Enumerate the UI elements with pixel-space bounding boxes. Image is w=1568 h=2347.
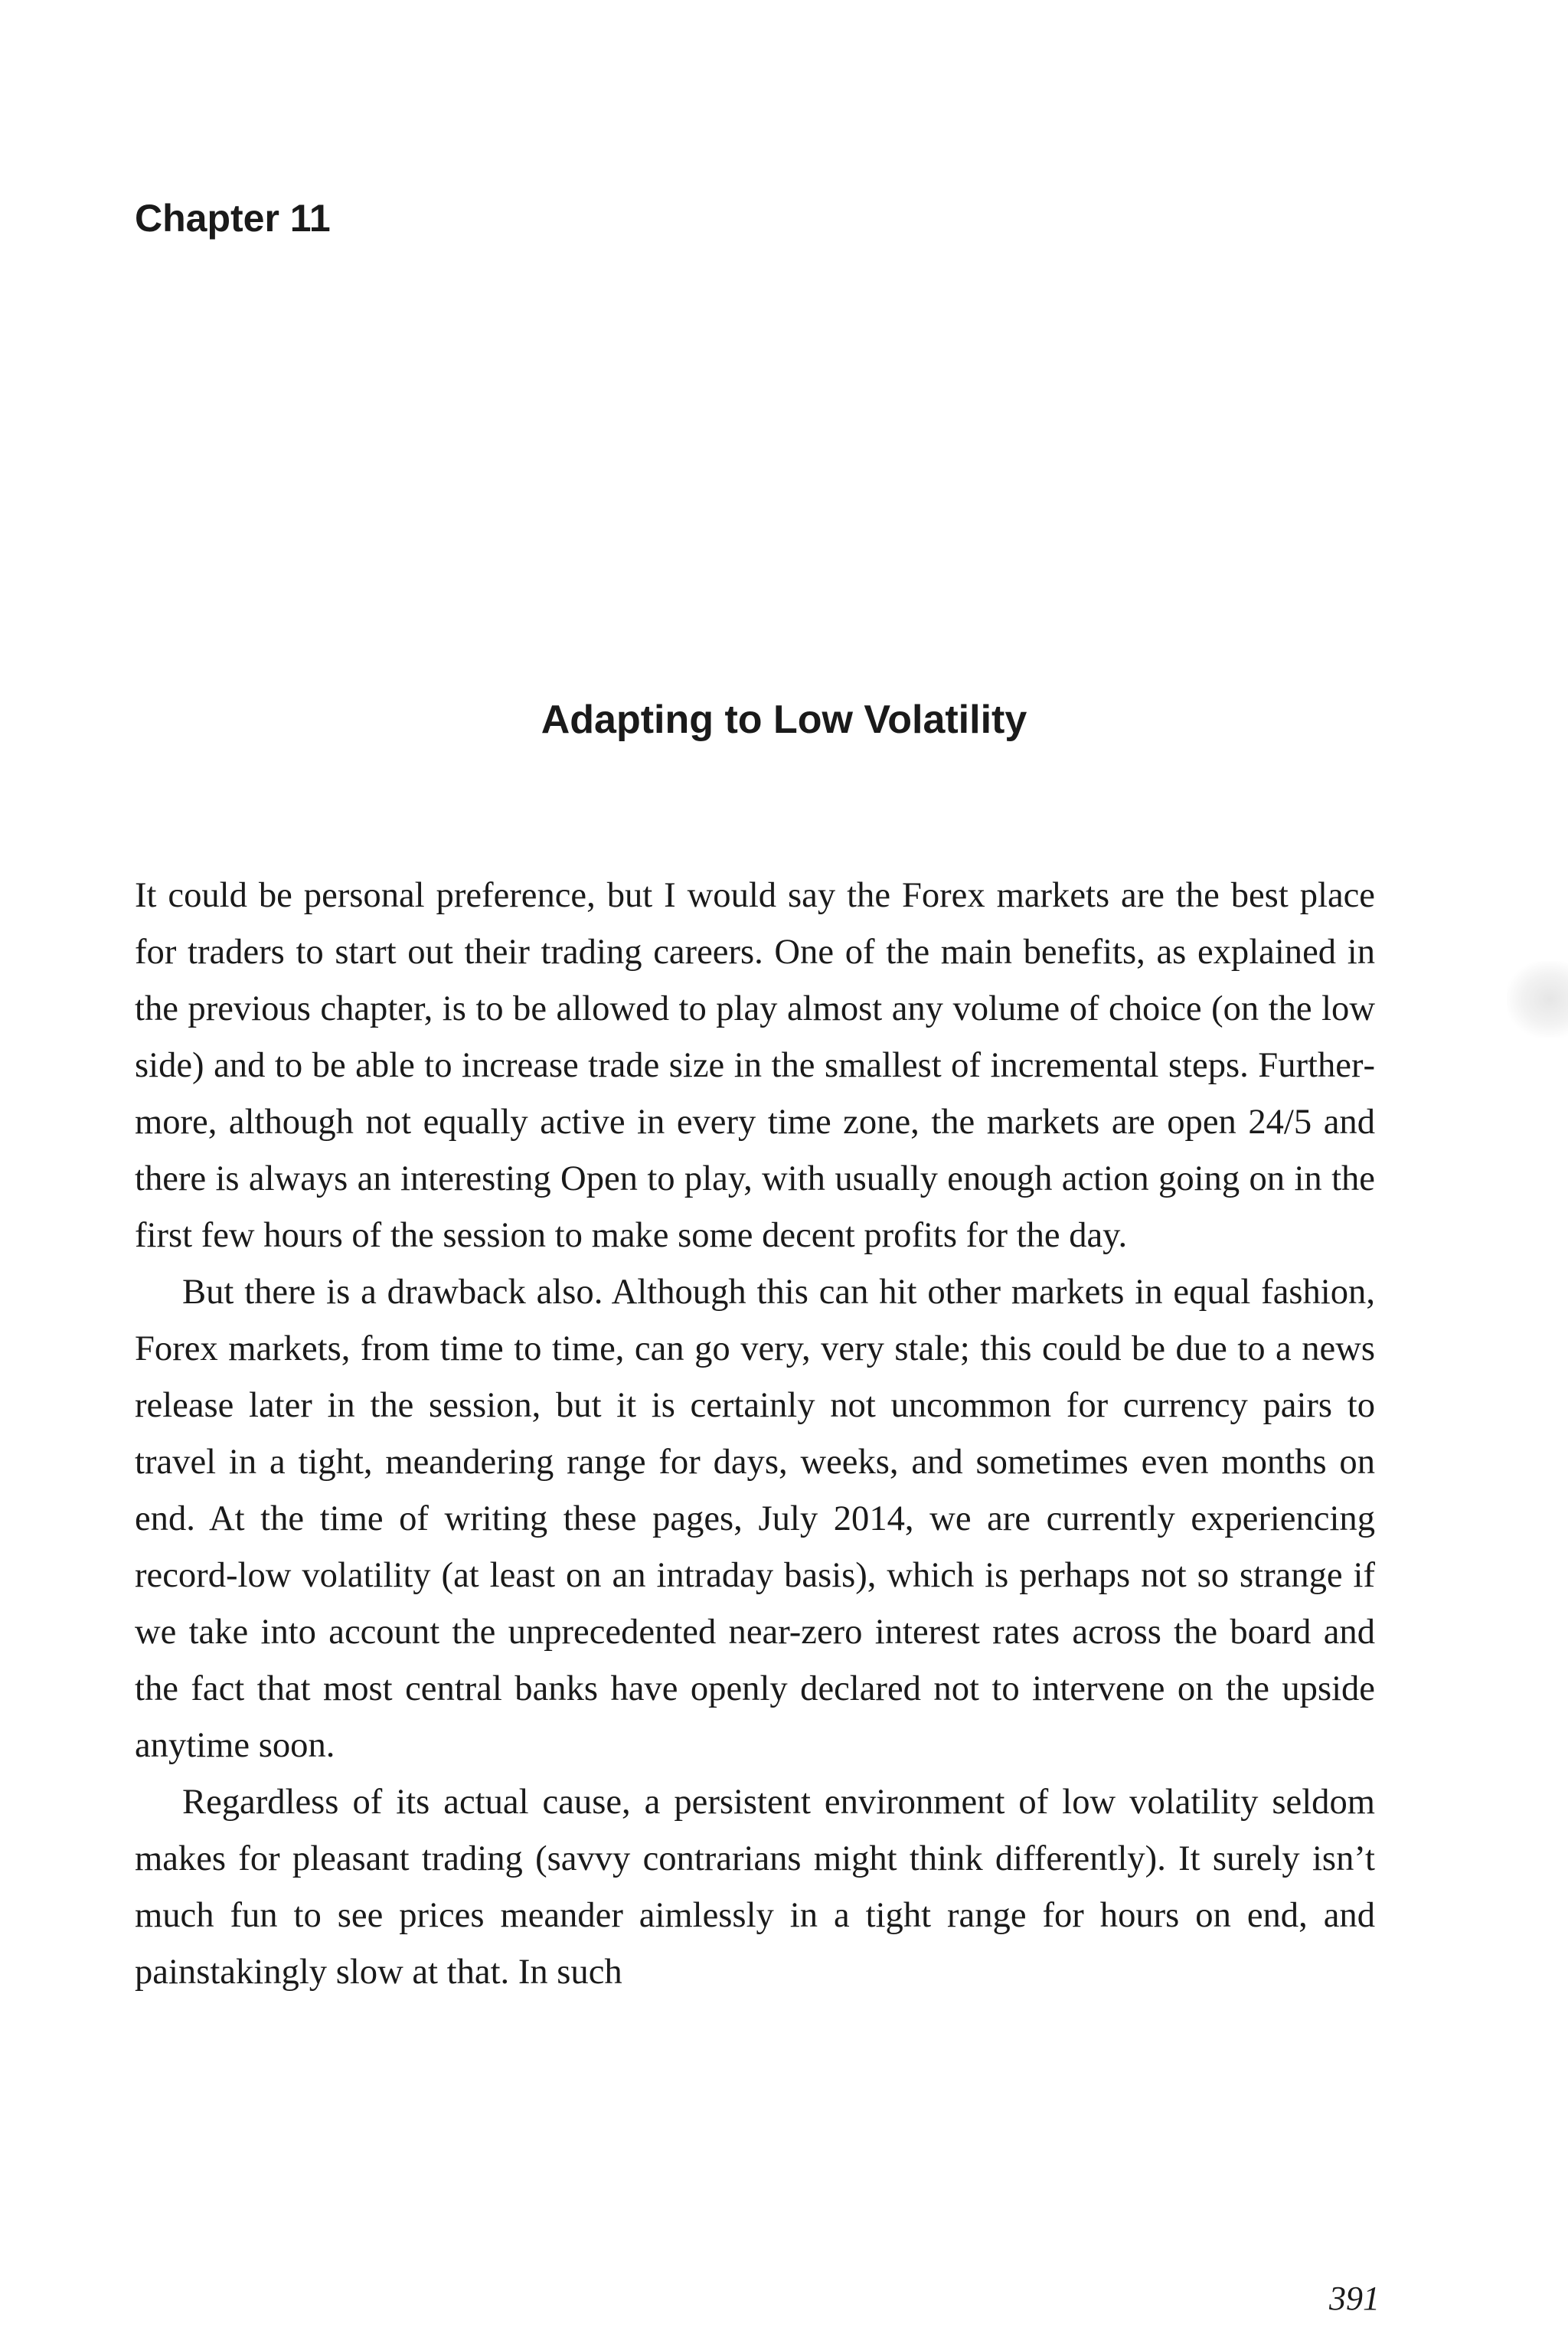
- scan-artifact: [1507, 961, 1568, 1038]
- paragraph-1: It could be personal preference, but I would say the Forex markets are the best place for traders to start out their trading careers. One of the main benefits, as explained in the previous chapter, is to be allowed to play almost any volume of choice (on the low side) and to be able to increase trade size in the smallest of incremental steps. Furthermore, although not equally active in every time zone, the markets are open 24/5 and there is always an interesting Open to play, with usually enough action going on in the first few hours of the session to make some decent profits for the day.: [135, 875, 1375, 1255]
- body-text: [135, 867, 1375, 2000]
- page-number: 391: [1329, 2280, 1380, 2317]
- paragraph-3: Regardless of its actual cause, a persistent environment of low volatility seldom makes for pleasant trading (savvy contrarians might think differently). It surely isn’t much fun to see prices meander aimlessly in a tight range for hours on end, and painstakingly slow at that. In such: [135, 1782, 1375, 1992]
- paragraph-2: But there is a drawback also. Although this can hit other markets in equal fashion, Forex markets, from time to time, can go very, very stale; this could be due to a news release later in the session, but it is certainly not uncommon for currency pairs to travel in a tight, meandering range for days, weeks, and sometimes even months on end. At the time of writing these pages, July 2014, we are currently experiencing record-low volatility (at least on an intraday basis), which is perhaps not so strange if we take into account the unprecedented near-zero interest rates across the board and the fact that most central banks have openly declared not to intervene on the upside anytime soon.: [135, 1272, 1375, 1765]
- chapter-title: Adapting to Low Volatility: [541, 698, 1027, 742]
- chapter-label: Chapter 11: [135, 197, 331, 240]
